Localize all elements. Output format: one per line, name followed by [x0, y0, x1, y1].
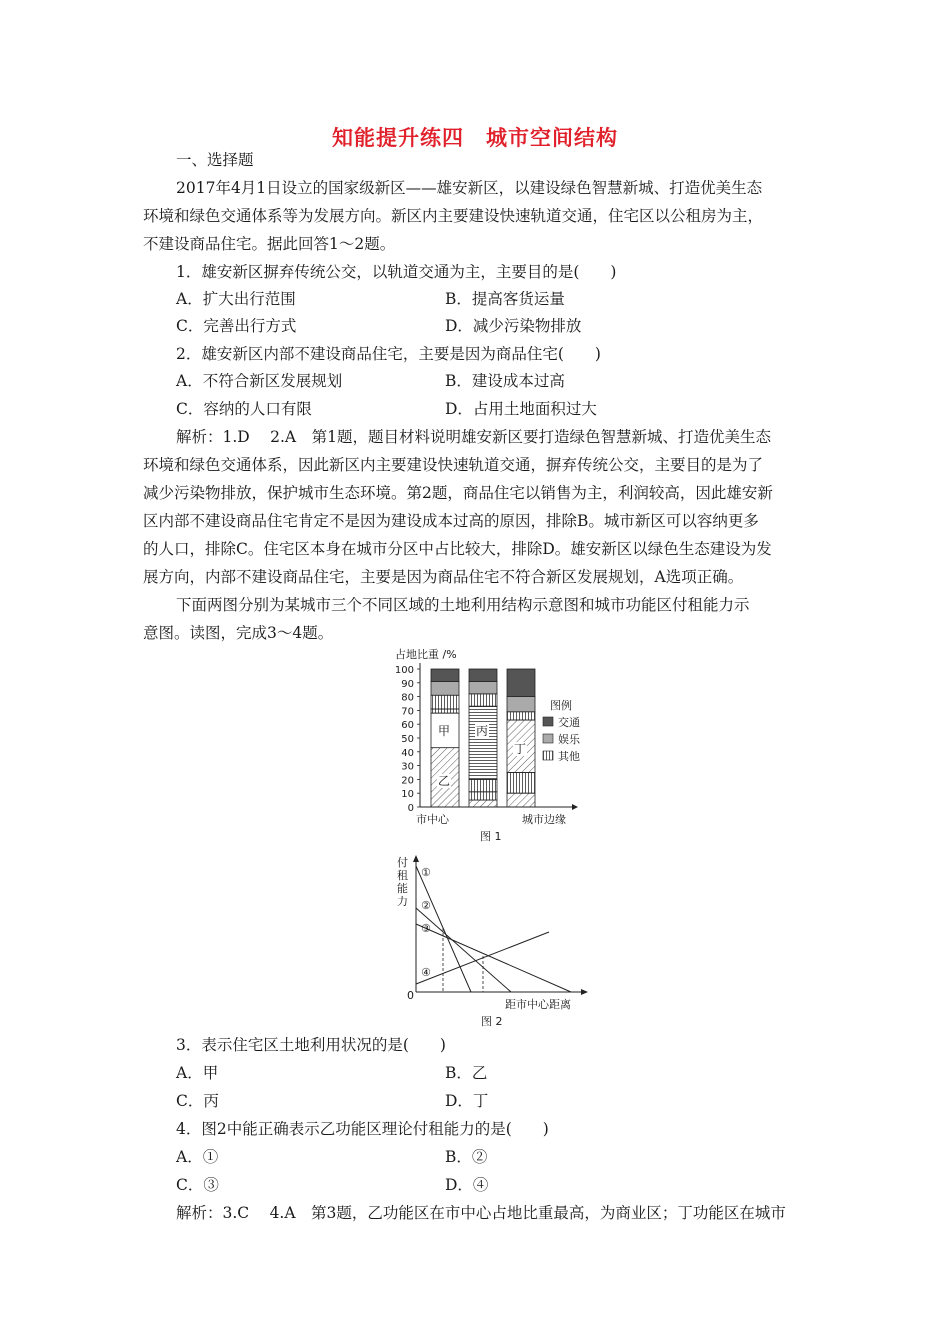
question-3-stem: 3．表示住宅区土地利用状况的是( )	[176, 1036, 446, 1054]
y-tick-label: 70	[401, 706, 414, 718]
question-2-stem: 2．雄安新区内部不建设商品住宅，主要是因为商品住宅( )	[176, 345, 601, 363]
figure-1-x-arrow	[572, 804, 578, 810]
zone-label: 丙	[476, 724, 489, 738]
analysis-line: 区内部不建设商品住宅肯定不是因为建设成本过高的原因，排除B。城市新区可以容纳更多	[143, 512, 759, 530]
material1-line: 不建设商品住宅。据此回答1～2题。	[143, 235, 396, 253]
figure-2-ylabel-char: 租	[397, 869, 408, 882]
bar-segment	[507, 712, 535, 720]
legend-label-traffic: 交通	[558, 716, 580, 729]
figure-2-ylabel-char: 力	[397, 895, 408, 908]
figure-2-caption: 图 2	[481, 1015, 503, 1028]
question-3-option-b: B．乙	[445, 1064, 488, 1082]
question-1-option-a: A．扩大出行范围	[176, 290, 296, 308]
curve-marker-1: ①	[421, 866, 431, 879]
bar-segment	[431, 695, 459, 709]
zone-label: 丁	[514, 742, 527, 756]
y-tick-label: 40	[401, 747, 414, 759]
question-4-option-c: C．③	[176, 1176, 219, 1194]
legend-label-entertainment: 娱乐	[558, 733, 580, 746]
bar-segment	[469, 800, 497, 807]
bar-segment	[431, 669, 459, 681]
question-1-option-d: D．减少污染物排放	[445, 317, 582, 335]
figure-1-caption: 图 1	[480, 830, 502, 843]
question-1-option-c: C．完善出行方式	[176, 317, 297, 335]
zone-label: 乙	[438, 774, 451, 788]
question-2-option-c: C．容纳的人口有限	[176, 400, 312, 418]
figure-1-xlabel-left: 市中心	[416, 813, 449, 826]
y-tick-label: 20	[401, 775, 414, 787]
analysis-line: 解析：1.D 2.A 第1题，题目材料说明雄安新区要打造绿色智慧新城、打造优美生态	[176, 428, 771, 446]
question-2-option-b: B．建设成本过高	[445, 372, 565, 390]
bar-segment	[431, 681, 459, 695]
figure-2-y-arrow	[413, 855, 419, 862]
question-1-stem: 1．雄安新区摒弃传统公交，以轨道交通为主，主要目的是( )	[176, 263, 617, 281]
figure-2-ylabel-char: 能	[397, 882, 408, 895]
page-title: 知能提升练四 城市空间结构	[332, 126, 618, 150]
question-4-option-a: A．①	[176, 1148, 219, 1166]
y-tick-label: 0	[407, 803, 414, 814]
bar-segment	[469, 694, 497, 706]
analysis-line: 环境和绿色交通体系，因此新区内主要建设快速轨道交通，摒弃传统公交，主要目的是为了	[143, 456, 764, 474]
zone-label: 甲	[438, 724, 451, 738]
bar-segment	[469, 681, 497, 693]
legend-title: 图例	[550, 699, 572, 712]
bar-segment	[507, 793, 535, 807]
bar-segment	[469, 779, 497, 791]
figure-2-bid-rent-chart	[395, 852, 595, 1032]
analysis-line: 展方向，内部不建设商品住宅，主要是因为商品住宅不符合新区发展规划，A选项正确。	[143, 568, 744, 586]
bar-segment	[507, 773, 535, 794]
curve-marker-3: ③	[421, 922, 431, 935]
y-tick-label: 30	[401, 761, 414, 773]
y-tick-label: 100	[394, 665, 414, 676]
figure-2-ylabel-char: 付	[397, 856, 408, 869]
curve-4	[416, 932, 549, 984]
question-3-option-a: A．甲	[176, 1064, 219, 1082]
bar-segment	[469, 669, 497, 681]
figure-2-origin: 0	[407, 989, 414, 1002]
analysis-line: 解析：3.C 4.A 第3题，乙功能区在市中心占地比重最高，为商业区；丁功能区在城市	[176, 1204, 786, 1222]
figure-1-xlabel-right: 城市边缘	[522, 813, 566, 826]
curve-3	[416, 924, 571, 992]
y-tick-label: 10	[401, 789, 414, 801]
figure-1-ylabel: 占地比重 /%	[395, 648, 457, 661]
question-1-option-b: B．提高客货运量	[445, 290, 565, 308]
bar-segment	[469, 706, 497, 779]
curve-marker-2: ②	[421, 899, 431, 912]
question-3-option-d: D．丁	[445, 1092, 489, 1110]
question-4-option-b: B．②	[445, 1148, 488, 1166]
material1-line: 2017年4月1日设立的国家级新区——雄安新区，以建设绿色智慧新城、打造优美生态	[176, 179, 763, 197]
analysis-line: 减少污染物排放，保护城市生态环境。第2题，商品住宅以销售为主，利润较高，因此雄安新	[143, 484, 773, 502]
legend-swatch-other	[543, 751, 553, 760]
legend-swatch-entertainment	[543, 734, 553, 743]
figure-2-x-arrow	[581, 989, 588, 995]
question-3-option-c: C．丙	[176, 1092, 219, 1110]
y-tick-label: 60	[401, 720, 414, 732]
y-tick-label: 50	[401, 734, 414, 745]
curve-marker-4: ④	[421, 966, 431, 979]
question-2-option-d: D．占用土地面积过大	[445, 400, 597, 418]
question-4-option-d: D．④	[445, 1176, 489, 1194]
section-heading: 一、选择题	[176, 151, 254, 169]
bar-segment	[507, 669, 535, 697]
material1-line: 环境和绿色交通体系等为发展方向。新区内主要建设快速轨道交通，住宅区以公租房为主，	[143, 207, 764, 225]
legend-swatch-traffic	[543, 717, 553, 726]
question-4-stem: 4．图2中能正确表示乙功能区理论付租能力的是( )	[176, 1120, 549, 1138]
bar-segment	[507, 697, 535, 712]
y-tick-label: 80	[401, 692, 414, 704]
material2-line: 下面两图分别为某城市三个不同区域的土地利用结构示意图和城市功能区付租能力示	[176, 596, 750, 614]
material2-line: 意图。读图，完成3～4题。	[143, 624, 334, 642]
legend-label-other: 其他	[558, 750, 580, 763]
bar-segment	[469, 792, 497, 800]
analysis-line: 的人口，排除C。住宅区本身在城市分区中占比较大，排除D。雄安新区以绿色生态建设为发	[143, 540, 772, 558]
figure-1-land-use-chart	[380, 645, 600, 850]
question-2-option-a: A．不符合新区发展规划	[176, 372, 343, 390]
bar-segment	[431, 709, 459, 713]
curve-2	[416, 908, 511, 992]
y-tick-label: 90	[401, 678, 414, 690]
figure-2-xlabel: 距市中心距离	[505, 998, 571, 1011]
